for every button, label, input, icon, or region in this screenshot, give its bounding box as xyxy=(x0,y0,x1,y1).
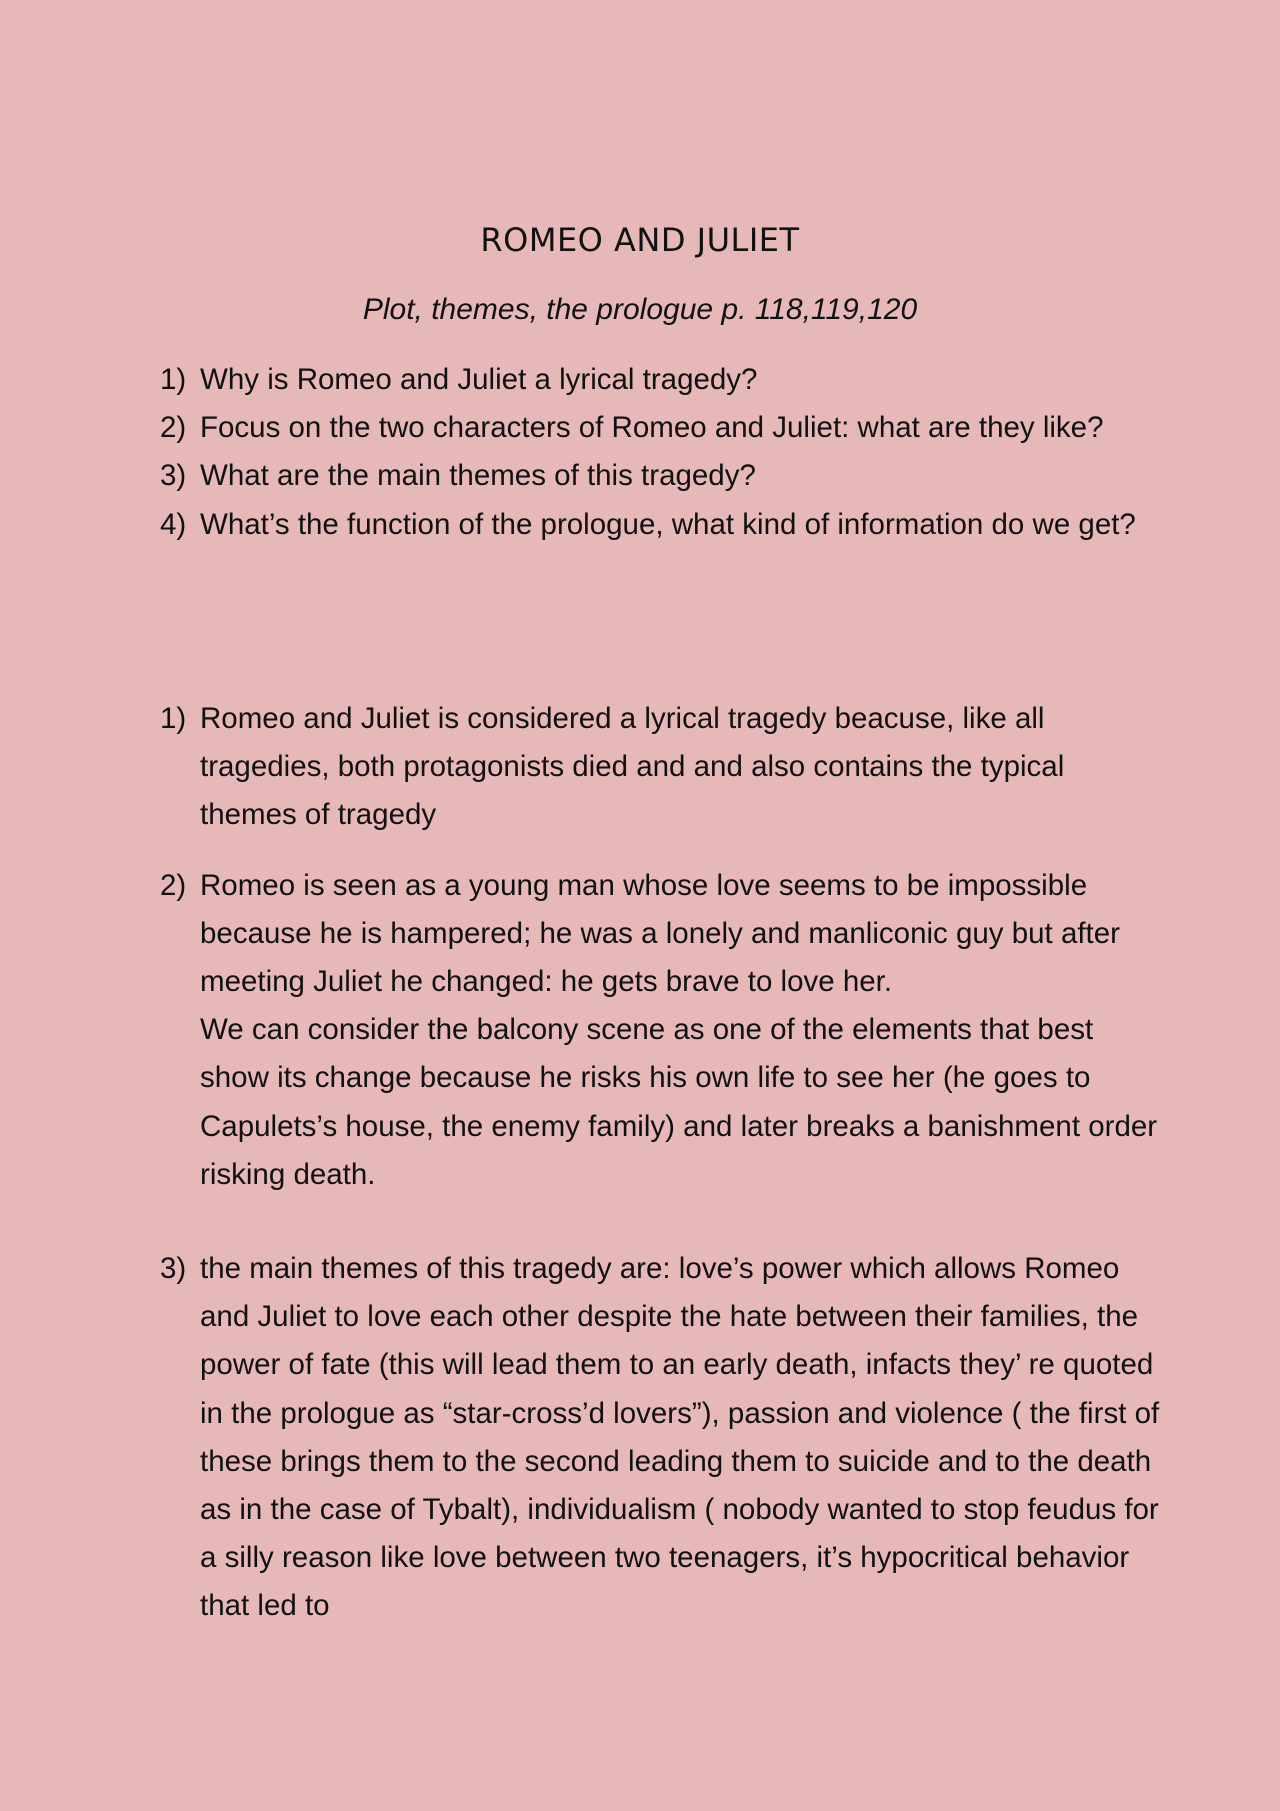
answer-item xyxy=(160,695,1160,840)
question-number: 2) xyxy=(160,411,187,445)
answer-item xyxy=(160,862,1160,1199)
question-number: 4) xyxy=(160,507,187,541)
question-text: Focus on the two characters of Romeo and Juliet: what are they like? xyxy=(200,411,1104,445)
question-item xyxy=(160,356,1160,404)
answer-number: 3) xyxy=(160,1252,187,1286)
question-item xyxy=(160,452,1160,500)
question-number: 3) xyxy=(160,459,187,493)
document-title: ROMEO AND JULIET xyxy=(480,221,800,259)
questions-list xyxy=(160,356,1160,549)
answers-list xyxy=(160,695,1160,1631)
answer-text: Romeo is seen as a young man whose love seems to be impossible because he is hampered; he was a lonely and manliconic guy but after meeting Juliet he changed: he gets brave to love her. xyxy=(200,868,1120,999)
answer-item xyxy=(160,1245,1160,1631)
answer-number: 1) xyxy=(160,702,187,735)
question-text: What are the main themes of this tragedy? xyxy=(200,459,756,493)
answer-number: 2) xyxy=(160,868,187,902)
document-subtitle: Plot, themes, the prologue p. 118,119,120 xyxy=(362,293,918,326)
question-text: What’s the function of the prologue, what kind of information do we get? xyxy=(200,507,1136,541)
question-item xyxy=(160,404,1160,452)
question-text: Why is Romeo and Juliet a lyrical tragedy? xyxy=(200,363,758,396)
answer-text-continued: We can consider the balcony scene as one of the elements that best show its change because he risks his own life to see her (he goes to Capulets’s house, the enemy family) and later breaks a banishment order risking death. xyxy=(200,1013,1158,1191)
question-item xyxy=(160,501,1160,549)
answer-text: the main themes of this tragedy are: love’s power which allows Romeo and Juliet to love each other despite the hate between their families, the power of fate (this will lead them to an early death, infacts they’ re quoted in the prologue as “star-cross’d lovers”), passion and violence ( the first of these brings them to the second leading them to suicide and to the death as in the case of Tybalt), individualism ( nobody wanted to stop feudus for a silly reason like love between two teenagers, it’s hypocritical behavior that led to xyxy=(200,1252,1160,1623)
question-number: 1) xyxy=(160,363,187,396)
answer-text: Romeo and Juliet is considered a lyrical tragedy beacuse, like all tragedies, both protagonists died and and also contains the typical themes of tragedy xyxy=(200,702,1065,832)
